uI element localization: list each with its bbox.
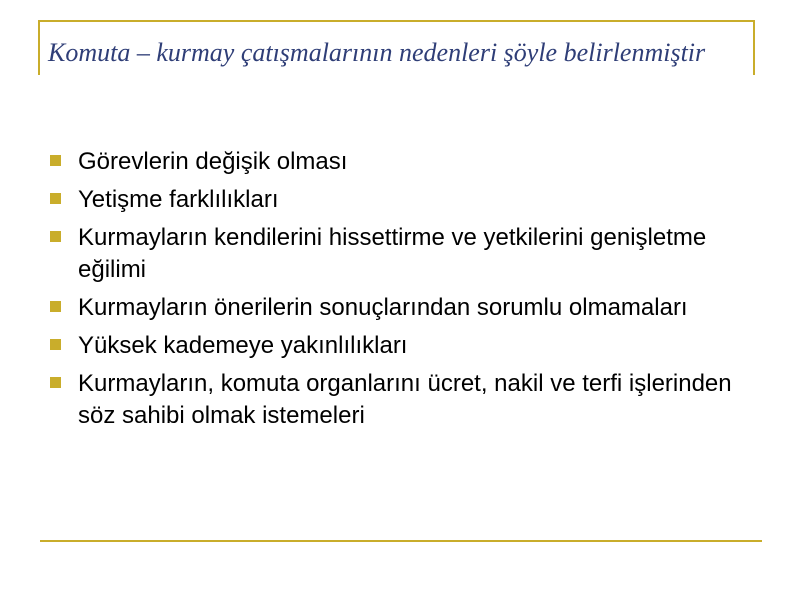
bullet-item (48, 368, 758, 432)
bullet-text: Yüksek kademeye yakınlılıkları (78, 332, 408, 359)
frame-left-line (38, 20, 40, 75)
bullet-text: Kurmayların, komuta organlarını ücret, nakil ve terfi işlerinden söz sahibi olmak istemeleri (78, 370, 732, 429)
bullet-item (48, 222, 758, 286)
bullet-list (48, 146, 758, 438)
bullet-text: Yetişme farklılıkları (78, 186, 279, 213)
frame-right-line (753, 20, 755, 75)
bullet-text: Kurmayların önerilerin sonuçlarından sorumlu olmamaları (78, 294, 688, 321)
square-bullet-icon (50, 301, 61, 312)
square-bullet-icon (50, 231, 61, 242)
slide-title: Komuta – kurmay çatışmalarının nedenleri şöyle belirlenmiştir (48, 38, 706, 67)
frame-top-line (38, 20, 755, 22)
bottom-divider-line (40, 540, 762, 542)
bullet-text: Görevlerin değişik olması (78, 148, 348, 175)
bullet-item (48, 146, 758, 178)
bullet-item (48, 292, 758, 324)
square-bullet-icon (50, 155, 61, 166)
square-bullet-icon (50, 377, 61, 388)
square-bullet-icon (50, 193, 61, 204)
bullet-item (48, 184, 758, 216)
bullet-item (48, 330, 758, 362)
bullet-text: Kurmayların kendilerini hissettirme ve yetkilerini genişletme eğilimi (78, 224, 707, 283)
square-bullet-icon (50, 339, 61, 350)
